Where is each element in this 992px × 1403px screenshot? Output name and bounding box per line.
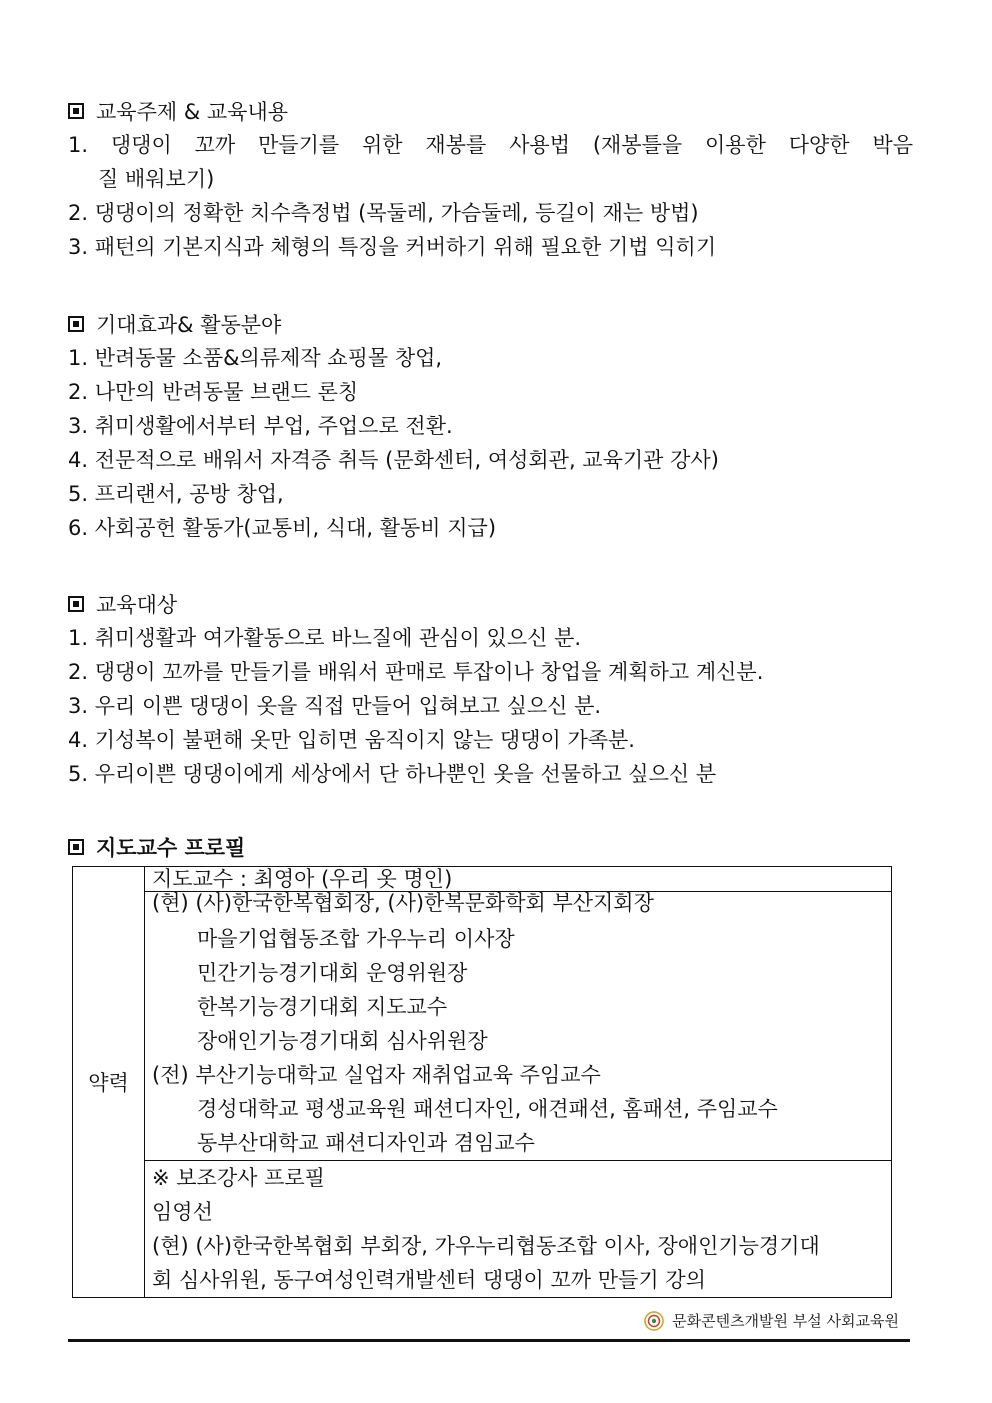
list-item: 2. 댕댕이의 정확한 치수측정법 (목둘레, 가슴둘레, 등길이 재는 방법) xyxy=(68,201,699,225)
assistant-name: 임영선 xyxy=(152,1200,213,1224)
section-heading: 교육대상 xyxy=(68,587,913,621)
section-professor-profile xyxy=(68,830,913,864)
list-item: 4. 기성복이 불편해 옷만 입히면 움직이지 않는 댕댕이 가족분. xyxy=(68,728,635,752)
assistant-profile-cell: ※ 보조강사 프로필 임영선 (현) (사)한국한복협회 부회장, 가우누리협동조합 이사, 장애인기능경기대 회 심사위원, 동구여성인력개발센터 댕댕이 꼬까 만들기 강의 xyxy=(145,1161,892,1298)
list-item: 2. 댕댕이 꼬까를 만들기를 배워서 판매로 투잡이나 창업을 계획하고 계신분. xyxy=(68,660,764,684)
list-item: 6. 사회공헌 활동가(교통비, 식대, 활동비 지급) xyxy=(68,516,497,540)
organization-logo-icon xyxy=(644,1311,664,1331)
organization-name: 문화콘텐츠개발원 부설 사회교육원 xyxy=(672,1312,899,1330)
list-item: 2. 나만의 반려동물 브랜드 론칭 xyxy=(68,380,359,404)
footer xyxy=(644,1310,899,1331)
section-heading: 지도교수 프로필 xyxy=(68,830,913,864)
checkbox-square-icon xyxy=(68,839,84,855)
section-expected-effects xyxy=(68,307,913,545)
checkbox-square-icon xyxy=(68,596,84,612)
footer-divider xyxy=(68,1339,910,1342)
list-item: 1. 취미생활과 여가활동으로 바느질에 관심이 있으신 분. xyxy=(68,626,582,650)
list-item: 3. 패턴의 기본지식과 체형의 특징을 커버하기 위해 필요한 기법 익히기 xyxy=(68,235,717,259)
professor-career-cell: (현) (사)한국한복협회장, (사)한복문화학회 부산지회장 마을기업협동조합 가우누리 이사장 민간기능경기대회 운영위원장 한복기능경기대회 지도교수 장애인기능경기대회 심사위원장 (전) 부산기능대학교 실업자 재취업교육 주임교수 경성대학교 평생교육원 패션디자인, 애견패션, 홈패션, 주임교수 동부산대학교 패션디자인과 겸임교수 xyxy=(145,892,892,1161)
professor-name: 지도교수 : 최영아 (우리 옷 명인) xyxy=(152,867,453,891)
section-target-audience xyxy=(68,587,913,791)
career-label: 약력 xyxy=(73,867,145,1298)
list-item: 1. 댕댕이 꼬까 만들기를 위한 재봉를 사용법 (재봉틀을 이용한 다양한 박음 질 배워보기) xyxy=(68,133,913,191)
list-item: 3. 취미생활에서부터 부업, 주업으로 전환. xyxy=(68,414,453,438)
list-item: 3. 우리 이쁜 댕댕이 옷을 직접 만들어 입혀보고 싶으신 분. xyxy=(68,694,602,718)
section-education-topic xyxy=(68,94,913,264)
section-heading: 기대효과& 활동분야 xyxy=(68,307,913,341)
checkbox-square-icon xyxy=(68,316,84,332)
list-item: 5. 프리랜서, 공방 창업, xyxy=(68,482,284,506)
list-item: 1. 반려동물 소품&의류제작 쇼핑몰 창업, xyxy=(68,346,443,370)
list-item: 5. 우리이쁜 댕댕이에게 세상에서 단 하나뿐인 옷을 선물하고 싶으신 분 xyxy=(68,762,717,786)
assistant-heading: ※ 보조강사 프로필 xyxy=(152,1166,325,1190)
profile-table xyxy=(72,866,892,1298)
checkbox-square-icon xyxy=(68,103,84,119)
section-heading: 교육주제 & 교육내용 xyxy=(68,94,913,128)
list-item: 4. 전문적으로 배워서 자격증 취득 (문화센터, 여성회관, 교육기관 강사) xyxy=(68,448,719,472)
